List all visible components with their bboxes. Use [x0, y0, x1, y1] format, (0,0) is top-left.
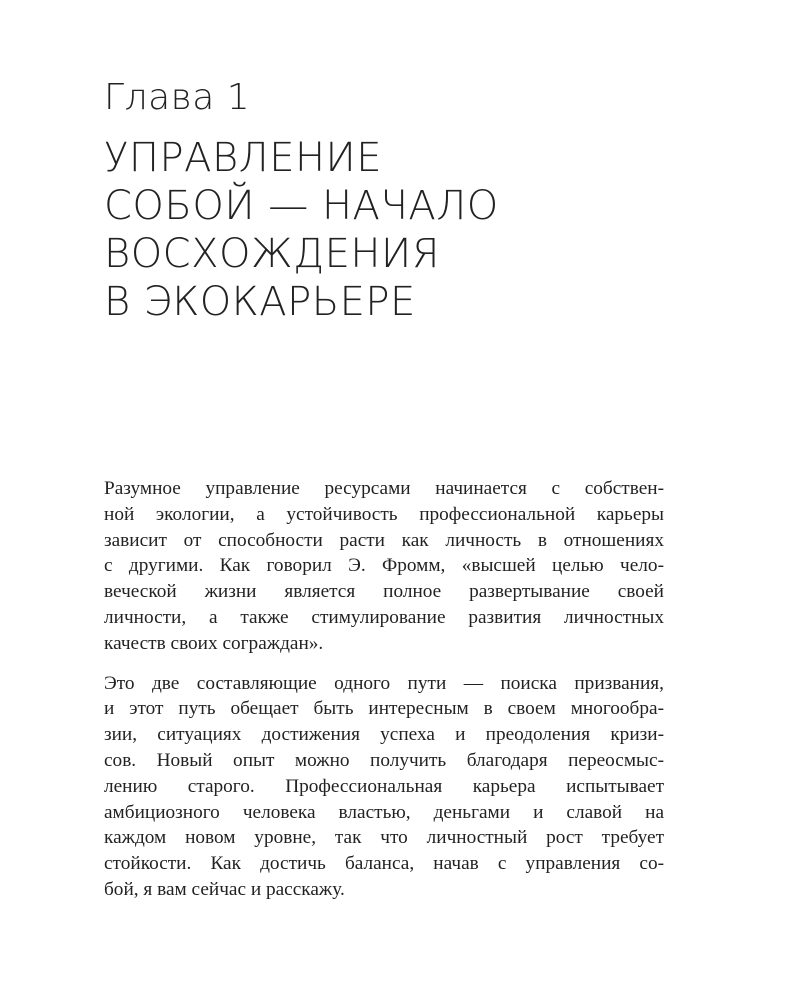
- text-line: Это две составляющие одного пути — поиска призвания,: [104, 672, 664, 694]
- paragraph-1: [104, 476, 664, 657]
- chapter-number: Глава 1: [104, 77, 251, 118]
- chapter-title-line: В ЭКОКАРЬЕРЕ: [104, 279, 416, 325]
- chapter-title-line: УПРАВЛЕНИЕ: [104, 135, 383, 181]
- chapter-body: [104, 476, 664, 917]
- text-line: каждом новом уровне, так что личностный рост требует: [104, 827, 664, 849]
- text-line: ной экологии, а устойчивость профессиональной карьеры: [104, 503, 664, 525]
- text-line: бой, я вам сейчас и расскажу.: [104, 878, 345, 900]
- text-line: стойкости. Как достичь баланса, начав с управления со-: [104, 853, 664, 875]
- chapter-title: [104, 134, 724, 326]
- text-line: сов. Новый опыт можно получить благодаря переосмыс-: [104, 749, 664, 771]
- text-line: зависит от способности расти как личность в отношениях: [104, 529, 664, 551]
- text-line: веческой жизни является полное развертывание своей: [104, 581, 664, 603]
- text-line: лению старого. Профессиональная карьера испытывает: [104, 775, 664, 797]
- chapter-title-line: ВОСХОЖДЕНИЯ: [104, 231, 440, 277]
- text-line: с другими. Как говорил Э. Фромм, «высшей целью чело-: [104, 555, 664, 577]
- chapter-title-line: СОБОЙ — НАЧАЛО: [104, 183, 499, 229]
- text-line: Разумное управление ресурсами начинается с собствен-: [104, 478, 664, 499]
- text-line: качеств своих сограждан».: [104, 632, 324, 654]
- text-line: и этот путь обещает быть интересным в своем многообра-: [104, 698, 664, 720]
- paragraph-2: [104, 671, 664, 903]
- text-line: зии, ситуациях достижения успеха и преодоления кризи-: [104, 724, 664, 746]
- text-line: амбициозного человека властью, деньгами и славой на: [104, 801, 664, 823]
- text-line: личности, а также стимулирование развития личностных: [104, 606, 664, 628]
